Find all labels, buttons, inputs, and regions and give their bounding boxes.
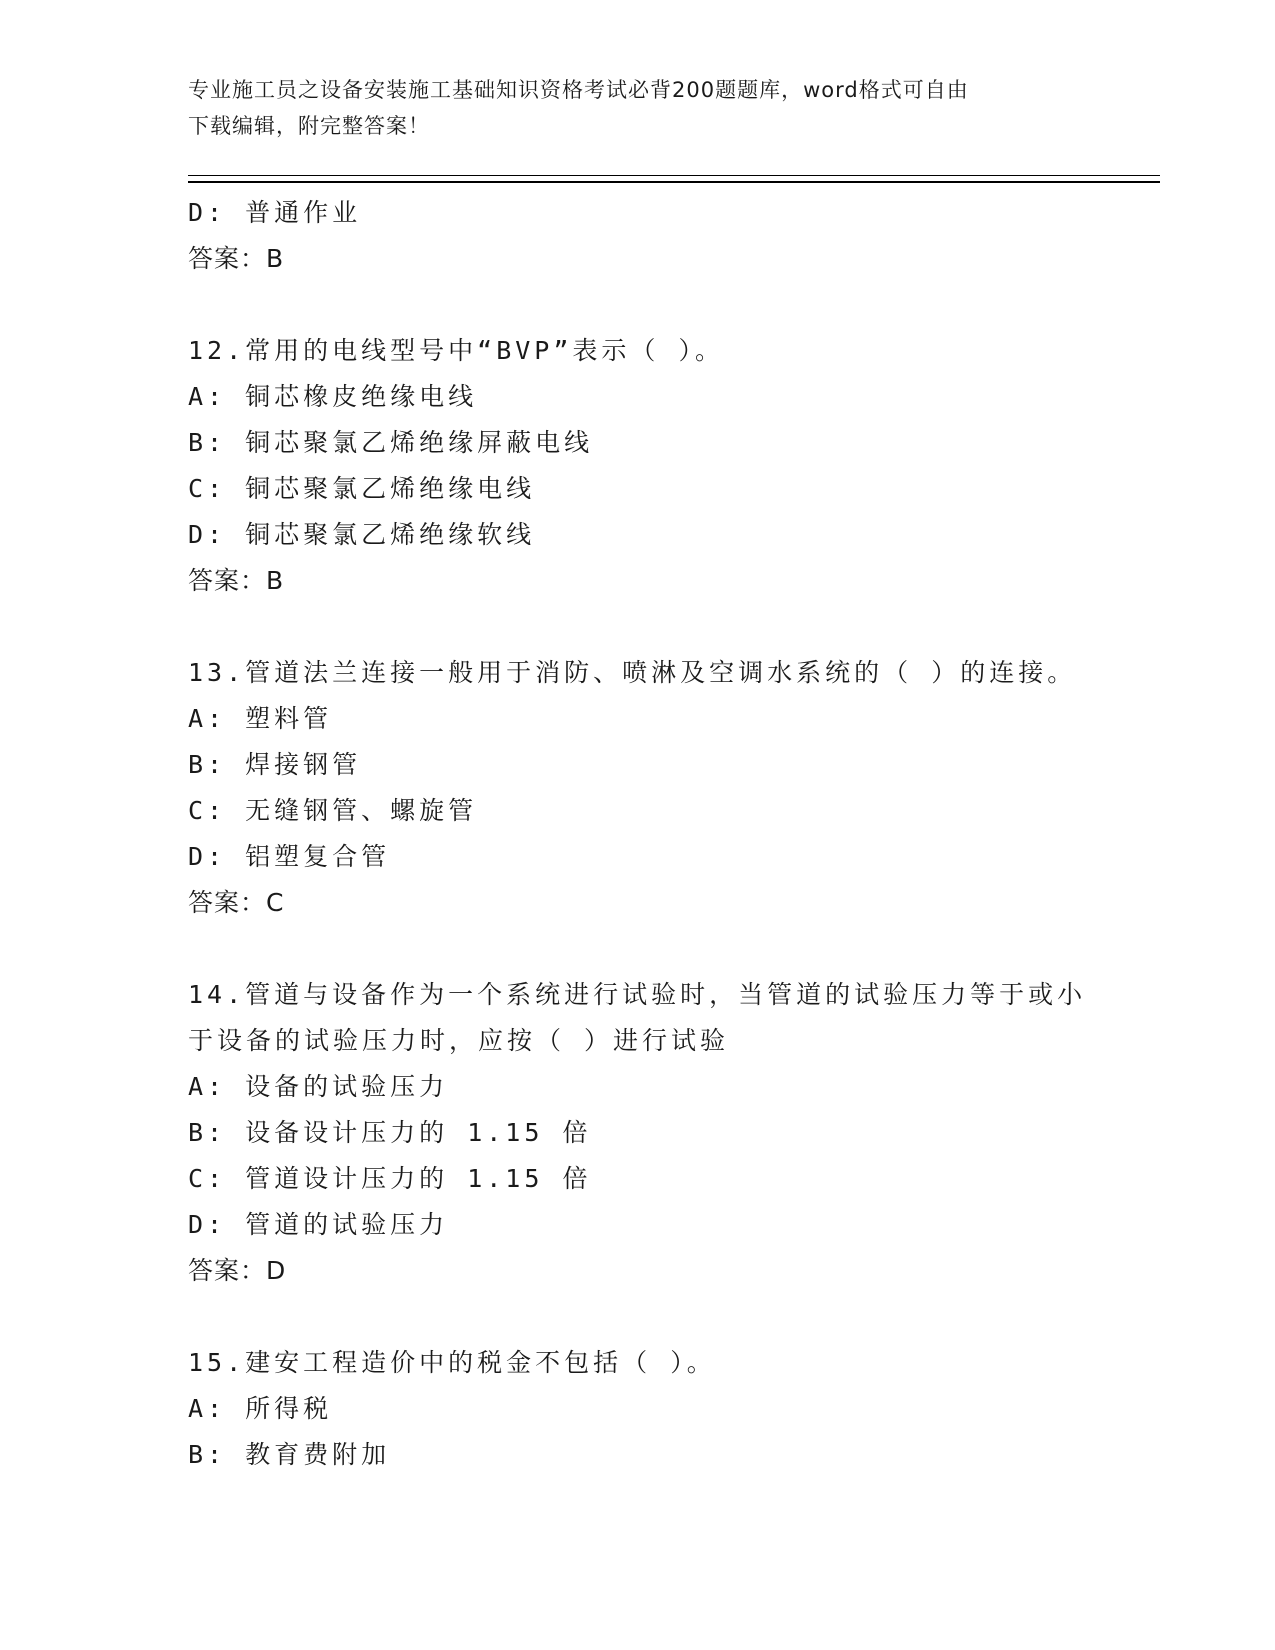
answer: 答案：B — [188, 566, 285, 595]
answer: 答案：C — [188, 888, 285, 917]
option-a: A: 设备的试验压力 — [188, 1072, 449, 1101]
option-a: A: 所得税 — [188, 1394, 333, 1423]
option-b: B: 教育费附加 — [188, 1440, 391, 1469]
option-d: D: 铝塑复合管 — [188, 842, 391, 871]
header-divider-thick — [188, 181, 1160, 183]
option-b: B: 设备设计压力的 1.15 倍 — [188, 1118, 592, 1147]
question-stem-line-1: 14.管道与设备作为一个系统进行试验时，当管道的试验压力等于或小 — [188, 980, 1087, 1009]
question-13 — [188, 650, 1088, 926]
header-line-2: 下载编辑，附完整答案！ — [188, 114, 430, 138]
option-d: D: 铜芯聚氯乙烯绝缘软线 — [188, 520, 536, 549]
header-divider-thin — [188, 175, 1160, 176]
option-c: C: 无缝钢管、螺旋管 — [188, 796, 478, 825]
option-c: C: 铜芯聚氯乙烯绝缘电线 — [188, 474, 536, 503]
question-stem: 13.管道法兰连接一般用于消防、喷淋及空调水系统的（ ）的连接。 — [188, 658, 1077, 687]
option-d: D: 普通作业 — [188, 198, 362, 227]
option-a: A: 塑料管 — [188, 704, 333, 733]
header-line-1: 专业施工员之设备安装施工基础知识资格考试必背200题题库，word格式可自由 — [188, 78, 969, 102]
question-stem: 15.建安工程造价中的税金不包括（ ）。 — [188, 1348, 716, 1377]
answer: 答案：B — [188, 244, 285, 273]
question-15 — [188, 1340, 1088, 1478]
document-body — [188, 190, 1088, 1478]
question-14 — [188, 972, 1088, 1294]
question-stem: 12.常用的电线型号中“BVP”表示（ ）。 — [188, 336, 724, 365]
question-stem-line-2: 于设备的试验压力时，应按（ ）进行试验 — [188, 1026, 730, 1055]
option-a: A: 铜芯橡皮绝缘电线 — [188, 382, 478, 411]
answer: 答案：D — [188, 1256, 287, 1285]
option-d: D: 管道的试验压力 — [188, 1210, 449, 1239]
document-header — [188, 72, 1088, 144]
question-12 — [188, 328, 1088, 604]
question-11-tail — [188, 190, 1088, 282]
option-b: B: 铜芯聚氯乙烯绝缘屏蔽电线 — [188, 428, 594, 457]
option-c: C: 管道设计压力的 1.15 倍 — [188, 1164, 592, 1193]
option-b: B: 焊接钢管 — [188, 750, 362, 779]
